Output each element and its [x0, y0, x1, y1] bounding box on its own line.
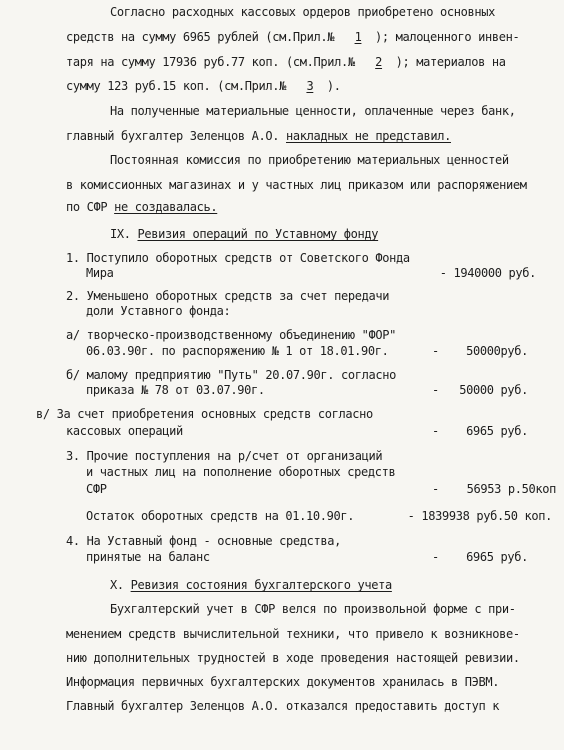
text: ).	[326, 79, 341, 93]
item-b-value: 50000 руб.	[459, 383, 528, 397]
section-10-heading	[110, 578, 392, 592]
item-3-dash: -	[432, 482, 439, 496]
item-3-line-1: 3. Прочие поступления на р/счет от организаций	[66, 449, 383, 463]
p4-line-1: Бухгалтерский учет в СФР велся по произвольной форме с при-	[110, 602, 516, 616]
item-v-line-1: в/ За счет приобретения основных средств согласно	[36, 407, 373, 421]
p1-line-1: Согласно расходных кассовых ордеров приобретено основных	[110, 5, 495, 19]
item-v-line-2: кассовых операций	[66, 424, 183, 438]
item-3-line-2: и частных лиц на пополнение оборотных средств	[86, 465, 396, 479]
appendix-number: 2	[375, 55, 383, 69]
item-4-value: 6965 руб.	[466, 550, 528, 564]
appendix-number: 3	[306, 79, 314, 93]
item-a-line-2: 06.03.90г. по распоряжению № 1 от 18.01.90г.	[86, 344, 389, 358]
item-b-line-1: б/ малому предприятию "Путь" 20.07.90г. согласно	[66, 368, 396, 382]
section-title: Ревизия состояния бухгалтерского учета	[130, 578, 392, 592]
p1-line-3	[66, 55, 506, 69]
text: ); малоценного инвен-	[375, 30, 520, 44]
balance-label: Остаток оборотных средств на 01.10.90г.	[86, 509, 355, 523]
p4-line-4: Информация первичных бухгалтерских документов хранилась в ПЭВМ.	[66, 675, 500, 689]
item-v-dash: -	[432, 424, 439, 438]
text: таря на сумму 17936 руб.77 коп. (см.Прил.№	[66, 55, 355, 69]
item-1-value: - 1940000 руб.	[439, 266, 536, 280]
p1-line-4	[66, 79, 341, 93]
section-number: X.	[110, 578, 124, 592]
item-4-line-1: 4. На Уставный фонд - основные средства,	[66, 534, 341, 548]
underlined-text: накладных не представил.	[286, 129, 451, 143]
section-9-heading	[110, 227, 378, 241]
item-a-value: 50000руб.	[466, 344, 528, 358]
item-4-line-2: принятые на баланс	[86, 550, 210, 564]
text: главный бухгалтер Зеленцов А.О.	[66, 129, 280, 143]
p3-line-1: Постоянная комиссия по приобретению материальных ценностей	[110, 153, 509, 167]
item-a-dash: -	[432, 344, 439, 358]
p3-line-2: в комиссионных магазинах и у частных лиц приказом или распоряжением	[66, 178, 527, 192]
section-title: Ревизия операций по Уставному фонду	[137, 227, 379, 241]
item-2-line-2: доли Уставного фонда:	[86, 304, 231, 318]
text: ); материалов на	[395, 55, 506, 69]
p2-line-1: На полученные материальные ценности, оплаченные через банк,	[110, 104, 516, 118]
text: сумму 123 руб.15 коп. (см.Прил.№	[66, 79, 286, 93]
item-b-dash: -	[432, 383, 439, 397]
p1-line-2	[66, 30, 519, 44]
item-b-line-2: приказа № 78 от 03.07.90г.	[86, 383, 265, 397]
item-1-line-1: 1. Поступило оборотных средств от Советского Фонда	[66, 251, 410, 265]
item-4-dash: -	[432, 550, 439, 564]
p2-line-2	[66, 129, 451, 143]
text: средств на сумму 6965 рублей (см.Прил.№	[66, 30, 335, 44]
item-1-line-2: Мира	[86, 266, 114, 280]
underlined-text: не создавалась.	[114, 200, 218, 214]
p4-line-3: нию дополнительных трудностей в ходе проведения настоящей ревизии.	[66, 651, 520, 665]
balance-value: - 1839938 руб.50 коп.	[407, 509, 552, 523]
p4-line-2: менением средств вычислительной техники, что привело к возникнове-	[66, 627, 520, 641]
text: по СФР	[66, 200, 108, 214]
p3-line-3	[66, 200, 217, 214]
item-3-value: 56953 р.50коп	[466, 482, 556, 496]
item-v-value: 6965 руб.	[466, 424, 528, 438]
item-a-line-1: а/ творческо-производственному объединению "ФОР"	[66, 328, 396, 342]
section-number: IX.	[110, 227, 131, 241]
item-2-line-1: 2. Уменьшено оборотных средств за счет передачи	[66, 289, 390, 303]
appendix-number: 1	[354, 30, 362, 44]
p4-line-5: Главный бухгалтер Зеленцов А.О. отказался предоставить доступ к	[66, 699, 500, 713]
item-3-line-3: СФР	[86, 482, 107, 496]
